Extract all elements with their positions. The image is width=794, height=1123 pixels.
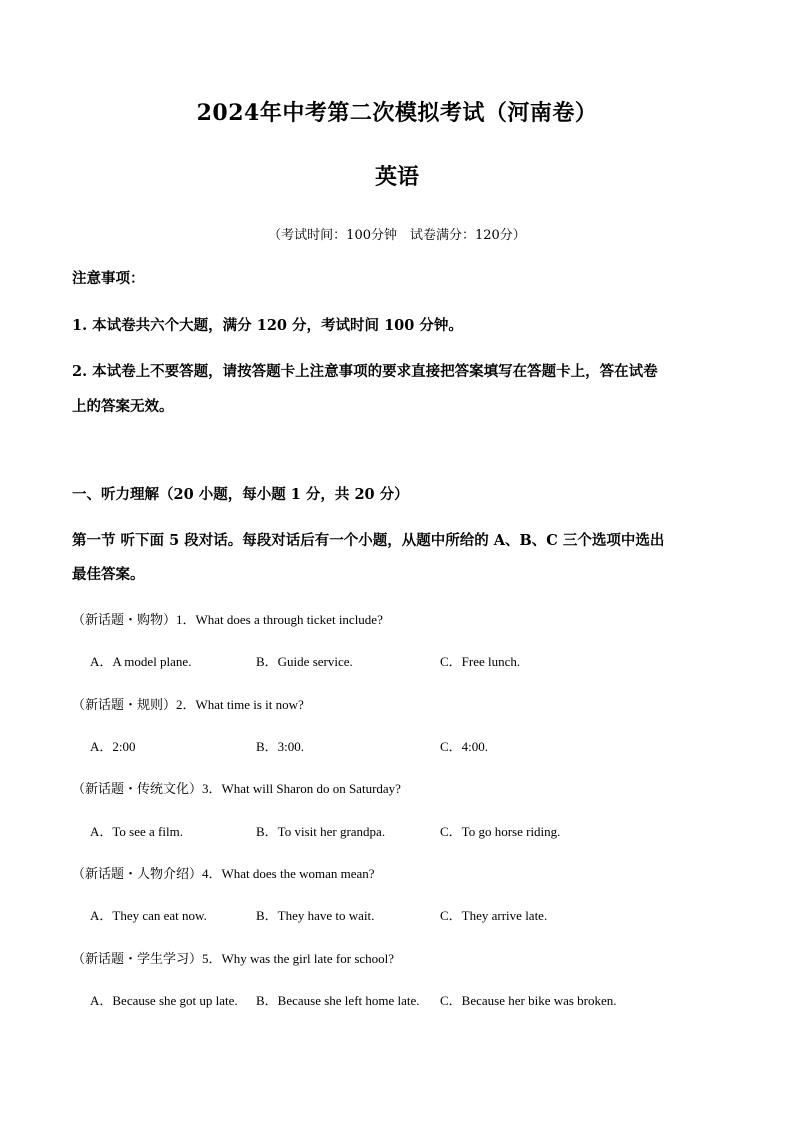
option-1-b: B．Guide service. <box>256 654 353 669</box>
notes-item-2-line-2: 上的答案无效。 <box>72 398 174 415</box>
question-stem-2: （新话题・规则）2．What time is it now? <box>72 697 304 712</box>
option-5-a: A．Because she got up late. <box>90 993 238 1008</box>
notes-item-1: 1. 本试卷共六个大题，满分 120 分，考试时间 100 分钟。 <box>72 317 463 334</box>
option-4-b: B．They have to wait. <box>256 908 375 923</box>
subject-title: 英语 <box>374 164 419 190</box>
option-2-c: C．4:00. <box>440 739 489 754</box>
notes-heading: 注意事项： <box>72 270 145 287</box>
option-2-b: B．3:00. <box>256 739 305 754</box>
option-2-a: A．2:00 <box>90 739 136 754</box>
option-3-a: A．To see a film. <box>90 824 183 839</box>
question-stem-3: （新话题・传统文化）3．What will Sharon do on Saturday? <box>72 781 401 796</box>
option-5-c: C．Because her bike was broken. <box>440 993 617 1008</box>
option-4-a: A．They can eat now. <box>90 908 207 923</box>
question-stem-5: （新话题・学生学习）5．Why was the girl late for school? <box>72 951 395 966</box>
option-1-c: C．Free lunch. <box>440 654 521 669</box>
option-4-c: C．They arrive late. <box>440 908 548 923</box>
part-instruction-line-2: 最佳答案。 <box>72 566 145 583</box>
option-1-a: A．A model plane. <box>90 654 192 669</box>
option-3-b: B．To visit her grandpa. <box>256 824 386 839</box>
notes-item-2-line-1: 2. 本试卷上不要答题，请按答题卡上注意事项的要求直接把答案填写在答题卡上，答在试卷 <box>72 363 658 380</box>
exam-title: 2024年中考第二次模拟考试（河南卷） <box>196 100 598 126</box>
question-stem-1: （新话题・购物）1．What does a through ticket include? <box>72 612 383 627</box>
question-stem-4: （新话题・人物介绍）4．What does the woman mean? <box>72 866 375 881</box>
section-heading: 一、听力理解（20 小题，每小题 1 分，共 20 分） <box>72 486 409 503</box>
option-3-c: C．To go horse riding. <box>440 824 561 839</box>
exam-meta: （考试时间：100分钟 试卷满分：120分） <box>268 228 526 243</box>
option-5-b: B．Because she left home late. <box>256 993 420 1008</box>
part-instruction-line-1: 第一节 听下面 5 段对话。每段对话后有一个小题，从题中所给的 A、B、C 三个选项中选出 <box>72 532 665 549</box>
